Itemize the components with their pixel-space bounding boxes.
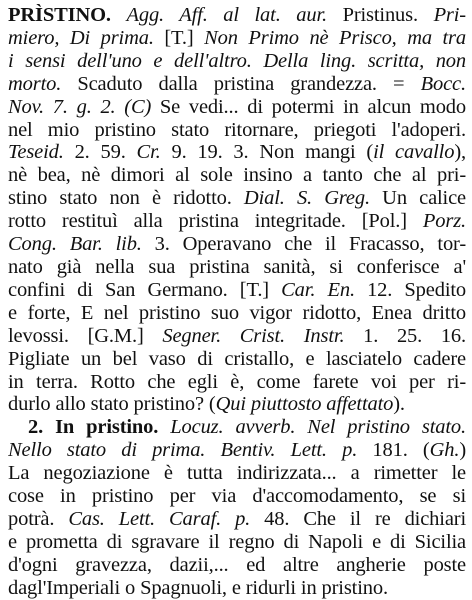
entry-line: rotto restituì alla pristina integritade. [Pol.] Porz. [8,210,466,233]
citation: Cong. Bar. lib. [8,233,142,256]
citation: Car. En. [281,278,355,301]
entry-line: Nov. 7. g. 2. (C) Se vedi... di potermi in alcun modo [8,95,466,118]
citation: Porz. [422,210,466,233]
entry-line: Nello stato di prima. Bentiv. Lett. p. 181. (Gh.) [8,439,466,462]
entry-line: e forte, E nel pristino suo vigor ridotto, Enea dritto [8,301,466,324]
entry-line: in terra. Rotto che egli è, come farete voi per ri- [8,370,466,393]
entry-line: d'ogni gravezza, dazii,... ed altre angherie poste [8,553,466,576]
entry-line: Cong. Bar. lib. 3. Operavano che il Fracasso, tor- [8,233,466,256]
entry-line: potrà. Cas. Lett. Caraf. p. 48. Che il re dichiari [8,507,466,530]
entry-line: durlo allo stato pristino? (Qui piuttosto affettato). [8,393,405,416]
entry-line: e prometta di sgravare il regno di Napoli e di Sicilia [8,530,466,553]
entry-line: La negoziazione è tutta indirizzata... a rimetter le [8,462,466,485]
entry-line: nel mio pristino stato ritornare, priegoti l'adoperi. [8,118,466,141]
citation: Cas. Lett. Caraf. p. [68,507,251,530]
grammar-note: Agg. Aff. al lat. aur. [126,4,327,26]
citation: Nov. 7. g. 2. (C) [8,95,152,118]
citation: Cr. [136,141,161,164]
entry-line: Pigliate un bel vaso di cristallo, e lasciatelo cadere [8,347,466,370]
entry-line: miero, Di prima. [T.] Non Primo nè Prisco, ma tra [8,26,466,49]
sense-heading: 2. In pristino. [28,416,159,439]
entry-line: morto. Scaduto dalla pristina grandezza. = Bocc. [8,72,466,95]
entry-line: i sensi dell'uno e dell'altro. Della ling. scritta, non [8,49,466,72]
citation: Segner. Crist. Instr. [162,324,345,347]
headword: PRÌSTINO. [8,4,111,26]
entry-line: Teseid. 2. 59. Cr. 9. 19. 3. Non mangi (il cavallo), [8,141,466,164]
entry-line: 2. In pristino. Locuz. avverb. Nel pristino stato. [28,416,466,439]
entry-line: nè bea, nè dimori al sole insino a tanto che al pri- [8,164,466,187]
entry-line: stino stato non è ridotto. Dial. S. Greg. Un calice [8,187,466,210]
citation: Teseid. [8,141,64,164]
entry-line: levossi. [G.M.] Segner. Crist. Instr. 1. 25. 16. [8,324,466,347]
entry-line: nato già nella sua pristina sanità, si conferisce a' [8,255,466,278]
entry-line: dagl'Imperiali o Spagnuoli, e ridurli in pristino. [8,576,388,599]
entry-line: PRÌSTINO. Agg. Aff. al lat. aur. Pristinus. Pri- [8,4,466,26]
entry-line: cose in pristino per via d'accomodamento, se si [8,485,466,508]
citation: Dial. S. Greg. [243,187,370,210]
entry-line: confini di San Germano. [T.] Car. En. 12. Spedito [8,278,466,301]
